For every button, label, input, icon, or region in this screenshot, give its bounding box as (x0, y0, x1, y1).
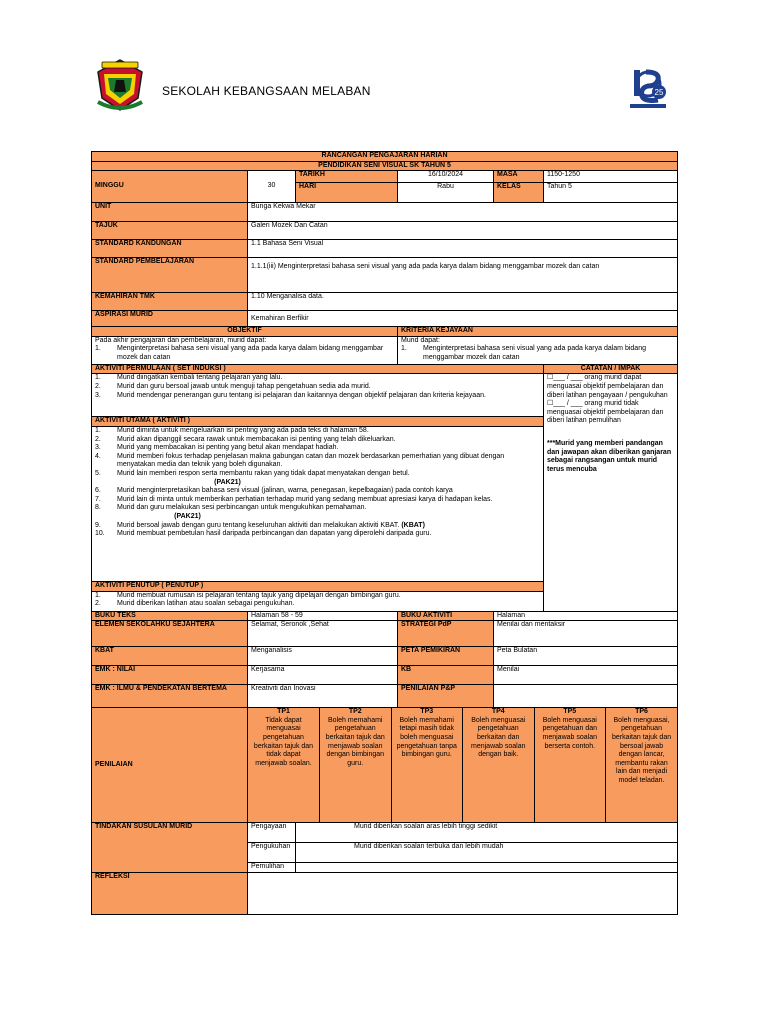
penutup-content (92, 591, 544, 611)
tp3-cell: TP3 Boleh memahami tetapi masih tidak boleh menguasai pengetahuan tanpa bimbingan guru. (391, 708, 463, 822)
ilmu-value: Kreativiti dan Inovasi (248, 685, 398, 708)
list-item: 9. Murid bersoal jawab dengan guru tentang keseluruhan aktiviti dan melakukan aktiviti KBAT. (KBAT) (95, 521, 425, 529)
tp1-cell: TP1 Tidak dapat menguasai pengetahuan berkaitan tajuk dan tidak dapat menjawab soalan. (248, 708, 320, 822)
list-item: 1. Menginterpretasi bahasa seni visual yang ada pada karya dalam bidang menggambar mozek dan catan (95, 345, 384, 361)
penilaian-label: PENILAIAN (92, 708, 248, 823)
buku-teks-label: BUKU TEKS (92, 611, 248, 621)
list-item: 3. Murid mendengar penerangan guru tentang isi pelajaran dan kaitannya dengan objektif pelajaran dan kriteria kejayaan. (95, 391, 486, 399)
catatan-line-1: ☐___ / ___ orang murid dapat menguasai objektif pembelajaran dan diberi latihan pengayaan / pengukuhan (547, 374, 668, 399)
kriteria-intro: Murid dapat: (401, 336, 440, 344)
minggu-label: MINGGU (92, 171, 248, 203)
peta-label: PETA PEMIKIRAN (398, 647, 494, 666)
kelas-value: Tahun 5 (544, 183, 678, 203)
elemen-label: ELEMEN SEKOLAHKU SEJAHTERA (92, 621, 248, 647)
hari-value: Rabu (398, 183, 494, 203)
peta-value: Peta Bulatan (494, 647, 678, 666)
page-header (0, 0, 768, 150)
pemulihan-label: Pemulihan (248, 863, 296, 873)
penilaian-pdp-value (494, 685, 678, 708)
school-name: SEKOLAH KEBANGSAAN MELABAN (162, 84, 371, 98)
aspirasi-label: ASPIRASI MURID (92, 311, 248, 327)
elemen-value: Selamat, Seronok ,Sehat (248, 621, 398, 647)
refleksi-label: REFLEKSI (92, 873, 248, 915)
tajuk-value: Galeri Mozek Dan Catan (248, 222, 678, 240)
masa-label: MASA (494, 171, 544, 183)
pengayaan-label: Pengayaan (248, 823, 296, 843)
kbat-value: Menganalisis (248, 647, 398, 666)
minggu-value: 30 (248, 171, 296, 203)
ilmu-label: EMK : ILMU & PENDEKATAN BERTEMA (92, 685, 248, 708)
list-item: 2. Murid diberikan latihan atau soalan sebagai pengukuhan. (95, 600, 295, 608)
list-item: 10. Murid membuat pembetulan hasil daripada perbincangan dan dapatan yang diperolehi daripada guru. (95, 530, 432, 538)
tp2-cell: TP2 Boleh memahami pengetahuan berkaitan tajuk dan menjawab soalan dengan bimbingan guru. (320, 708, 392, 822)
tp4-cell: TP4 Boleh menguasai pengetahuan berkaitan dan menjawab soalan dengan baik. (463, 708, 535, 822)
unit-label: UNIT (92, 203, 248, 222)
standard-kandungan-value: 1.1 Bahasa Seni Visual (248, 240, 678, 258)
kb-value: Menilai (494, 666, 678, 685)
penilaian-tp-grid (248, 708, 678, 823)
kb-label: KB (398, 666, 494, 685)
catatan-note: ***Murid yang memberi pandangan dan jawapan akan diberikan ganjaran sebagai rangsangan untuk murid terus mencuba (547, 439, 672, 473)
standard-kandungan-label: STANDARD KANDUNGAN (92, 240, 248, 258)
strategi-label: STRATEGI PdP (398, 621, 494, 647)
tajuk-label: TAJUK (92, 222, 248, 240)
pak21-tag: (PAK21) (174, 512, 201, 520)
list-item: 1. Murid membuat rumusan isi pelajaran tentang tajuk yang dipelajari dengan bimbingan guru. (95, 591, 401, 599)
list-item: 4. Murid memberi fokus terhadap penjelasan makna gabungan catan dan mozek berdasarkan pemerhatian yang dibuat dengan menyatakan media dan teknik yang boleh digunakan. (95, 452, 505, 469)
lesson-plan-table (91, 151, 678, 915)
kemahiran-tmk-value: 1.10 Menganalisa data. (248, 293, 678, 311)
sk-25-logo-icon (626, 64, 670, 112)
permulaan-content (92, 374, 544, 417)
tarikh-label: TARIKH (296, 171, 398, 183)
tp5-cell: TP5 Boleh menguasai pengetahuan dan menjawab soalan berserta contoh. (534, 708, 606, 822)
unit-value: Bunga Kekwa Mekar (248, 203, 678, 222)
kriteria-label: KRITERIA KEJAYAAN (398, 327, 678, 337)
hari-label: HARI (296, 183, 398, 203)
pak21-tag: (PAK21) (214, 478, 241, 486)
kemahiran-tmk-label: KEMAHIRAN TMK (92, 293, 248, 311)
permulaan-label: AKTIVITI PERMULAAN ( SET INDUKSI ) (92, 364, 544, 374)
buku-aktiviti-label: BUKU AKTIVITI (398, 611, 494, 621)
tarikh-value: 16/10/2024 (398, 171, 494, 183)
masa-value: 1150-1250 (544, 171, 678, 183)
pengukuhan-desc: Murid diberikan soalan terbuka dan lebih mudah (296, 843, 678, 863)
penutup-label: AKTIVITI PENUTUP ( PENUTUP ) (92, 581, 544, 591)
buku-teks-value: Halaman 58 - 59 (248, 611, 398, 621)
list-item: 8. Murid dan guru melakukan sesi perbincangan untuk mengukuhkan pemahaman. (95, 504, 367, 512)
list-item: 1. Menginterpretasi bahasa seni visual yang ada pada karya dalam bidang menggambar mozek dan catan (401, 345, 646, 361)
kelas-label: KELAS (494, 183, 544, 203)
list-item: 6. Murid menginterpretasikan bahasa seni visual (jalinan, warna, penegasan, kepelbagaian) pada contoh karya (95, 487, 453, 495)
kbat-tag: (KBAT) (401, 521, 425, 529)
list-item: 2. Murid dan guru bersoal jawab untuk menguji tahap pengetahuan sedia ada murid. (95, 382, 371, 390)
kbat-label: KBAT (92, 647, 248, 666)
objektif-intro: Pada akhir pengajaran dan pembelajaran, murid dapat: (95, 336, 267, 344)
title-line-2: PENDIDIKAN SENI VISUAL SK TAHUN 5 (92, 161, 678, 171)
utama-label: AKTIVITI UTAMA ( AKTIVITI ) (92, 417, 544, 427)
list-item: 3. Murid yang membacakan isi penting yang betul akan mendapat hadiah. (95, 444, 339, 452)
catatan-label: CATATAN / IMPAK (544, 364, 678, 374)
objektif-content (92, 336, 398, 364)
catatan-content (544, 374, 678, 611)
kriteria-content (398, 336, 678, 364)
svg-text:25: 25 (654, 88, 664, 97)
standard-pembelajaran-label: STANDARD PEMBELAJARAN (92, 258, 248, 293)
refleksi-value (248, 873, 678, 915)
list-item: 2. Murid akan dipanggil secara rawak untuk membacakan isi penting yang telah dikeluarkan. (95, 435, 396, 443)
list-item: 7. Murid lain di minta untuk memberikan perhatian terhadap murid yang sedang membuat apresiasi karya di hadapan kelas. (95, 495, 493, 503)
strategi-value: Menilai dan mentaksir (494, 621, 678, 647)
list-item: 1. Murid diminta untuk mengeluarkan isi penting yang ada pada teks di halaman 58. (95, 426, 369, 434)
penilaian-pdp-label: PENILAIAN P&P (398, 685, 494, 708)
title-line-1: RANCANGAN PENGAJARAN HARIAN (92, 152, 678, 162)
utama-content (92, 426, 544, 581)
nilai-label: EMK : NILAI (92, 666, 248, 685)
list-item: 1. Murid diingatkan kembali tentang pelajaran yang lalu. (95, 374, 283, 382)
aspirasi-value: Kemahiran Berfikir (248, 311, 678, 327)
catatan-line-2: ☐___ / ___ orang murid tidak menguasai objektif pembelajaran dan diberi latihan pemulihan (547, 400, 664, 425)
buku-aktiviti-value: Halaman (494, 611, 678, 621)
list-item: 5. Murid lain memberi respon serta membantu rakan yang tidak dapat menyatakan dengan betul. (95, 469, 410, 477)
pengukuhan-label: Pengukuhan (248, 843, 296, 863)
standard-pembelajaran-value: 1.1.1(iii) Menginterpretasi bahasa seni visual yang ada pada karya dalam bidang menggambar mozek dan catan (248, 258, 678, 293)
nilai-value: Kerjasama (248, 666, 398, 685)
school-crest-icon (94, 58, 146, 114)
objektif-label: OBJEKTIF (92, 327, 398, 337)
susulan-label: TINDAKAN SUSULAN MURID (92, 823, 248, 873)
pemulihan-desc (296, 863, 678, 873)
tp6-cell: TP6 Boleh menguasai, pengetahuan berkaitan tajuk dan bersoal jawab dengan lancar, membantu rakan lain dan menjadi model teladan. (606, 708, 678, 822)
pengayaan-desc: Murid diberikan soalan aras lebih tinggi sedikit (296, 823, 678, 843)
